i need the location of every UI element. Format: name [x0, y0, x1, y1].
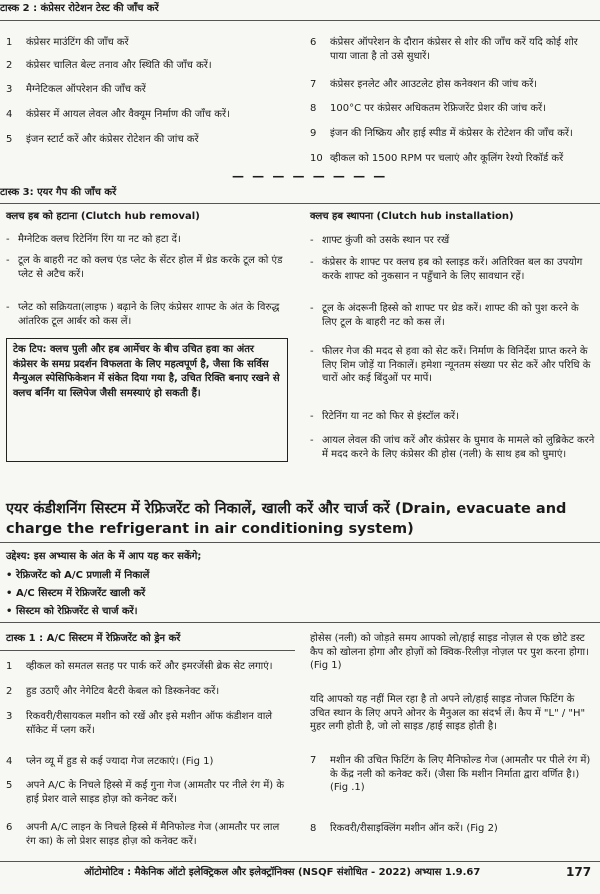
task2-rule — [0, 20, 600, 21]
list-item: 10 व्हीकल को 1500 RPM पर चलाएं और कूलिंग रेश्यो रिकॉर्ड करें — [310, 153, 564, 164]
task1-title: टास्क 1 : A/C सिस्टम में रेफ्रिजरेंट को ड्रेन करें — [6, 633, 181, 644]
objective-text: उद्देश्य: इस अभ्यास के अंत के में आप यह कर सकेंगे; — [6, 551, 202, 562]
list-item: 4 प्लेन व्यू में हुड से कई ज्यादा गेज लटकाएं। (Fig 1) — [6, 756, 214, 767]
list-item: - फीलर गेज की मदद से हवा को सेट करें। निर्माण के विनिर्देश प्राप्त करने के लिए शिम जोड़ें या निकालें। हमेशा न्यूनतम संख्या पर सेट करें और परिधि के चारों ओर कई बिंदुओं पर मापें। — [310, 346, 591, 384]
list-item: • सिस्टम को रेफ्रिजरेंट से चार्ज करें। — [6, 606, 138, 617]
list-item: 7 मशीन की उचित फिटिंग के लिए मैनिफोल्ड गेज (आमतौर पर पीले रंग में) के केंद्र नली को कनेक्ट करें। (जैसा कि मशीन निर्माता द्वारा वर्णित है।) (Fig .1) — [310, 755, 591, 793]
list-item: 6 कंप्रेसर ऑपरेशन के दौरान कंप्रेसर से शोर की जाँच करें यदि कोई शोर पाया जाता है तो उसे सुधारें। — [310, 37, 578, 62]
list-item: 5 इंजन स्टार्ट करें और कंप्रेसर रोटेशन की जांच करें — [6, 134, 199, 145]
task2-title: टास्क 2 : कंप्रेसर रोटेशन टेस्ट की जाँच करें — [0, 3, 159, 14]
list-item: 1 कंप्रेसर माउंटिंग की जाँच करें — [6, 37, 129, 48]
list-item: 6 अपनी A/C लाइन के निचले हिस्से में मैनिफोल्ड गेज (आमतौर पर लाल रंग का) के लो प्रेशर साइड होज़ को कनेक्ट करें। — [6, 822, 280, 847]
list-item: 2 हुड उठाएँ और नेगेटिव बैटरी केबल को डिस्कनेक्ट करें। — [6, 686, 220, 697]
list-item: 8 100°C पर कंप्रेसर अधिकतम रेफ्रिजरेंट प्रेशर की जांच करें। — [310, 103, 546, 114]
list-item: • A/C सिस्टम में रेफ्रिजरेंट खाली करें — [6, 588, 146, 599]
list-item: - शाफ्ट कुंजी को उसके स्थान पर रखें — [310, 235, 450, 246]
clutch-removal-heading: क्लच हब को हटाना (Clutch hub removal) — [6, 211, 200, 222]
list-item: 5 अपने A/C के निचले हिस्से में कई गुना गेज (आमतौर पर नीले रंग में) के हाई प्रेशर वाले साइड होज़ को कनेक्ट करें। — [6, 780, 285, 805]
task3-title: टास्क 3: एयर गैप की जाँच करें — [0, 187, 117, 198]
list-item: 9 इंजन की निष्क्रिय और हाई स्पीड में कंप्रेसर के रोटेशन की जाँच करें। — [310, 128, 573, 139]
section-separator: — — — — — — — — — [232, 169, 388, 183]
list-item: - मैग्नेटिक क्लच रिटेनिंग रिंग या नट को हटा दें। — [6, 234, 181, 245]
task1-rule — [0, 650, 295, 651]
list-item: - कंप्रेसर के शाफ्ट पर क्लच हब को स्लाइड करें। अतिरिक्त बल का उपयोग करके शाफ्ट को नुकसान न पहुँचाने के लिए सावधान रहें। — [310, 257, 583, 282]
list-item: 3 रिकवरी/रीसायकल मशीन को रखें और इसे मशीन ऑफ कंडीशन वाले सॉकेट में प्लग करें। — [6, 711, 273, 736]
list-item: 3 मैग्नेटिकल ऑपरेशन की जाँच करें — [6, 84, 146, 95]
section-rule — [0, 542, 600, 543]
section-title: एयर कंडीशनिंग सिस्टम में रेफ्रिजरेंट को निकालें, खाली करें और चार्ज करें (Drain, evacuate and charge the refrigerant in air conditioning system) — [6, 501, 567, 537]
list-item: - रिटेनिंग या नट को फिर से इंस्टॉल करें। — [310, 411, 459, 422]
footer-text: ऑटोमोटिव : मैकेनिक ऑटो इलेक्ट्रिकल और इलेक्ट्रॉनिक्स (NSQF संशोधित - 2022) अभ्यास 1.9.67 — [84, 867, 481, 878]
nozzle-location-paragraph: यदि आपको यह नहीं मिल रहा है तो अपने लो/हाई साइड नोजल फिटिंग के उचित स्थान के लिए अपने ओनर के मैनुअल का संदर्भ लें। कैप में "L" / "H" मुहर लगी होती है, जो लो साइड /हाई साइड होती है। — [310, 694, 586, 732]
list-item: 7 कंप्रेसर इनलेट और आउटलेट होस कनेक्शन की जांच करें। — [310, 79, 538, 90]
page-number: 177 — [566, 865, 592, 879]
list-item: 8 रिकवरी/रीसाइक्लिंग मशीन ऑन करें। (Fig 2) — [310, 823, 498, 834]
footer-rule — [0, 861, 600, 862]
list-item: 4 कंप्रेसर में आयल लेवल और वैक्यूम निर्माण की जाँच करें। — [6, 109, 230, 120]
objective-rule — [0, 622, 600, 623]
tech-tip-box: टेक टिप: क्लच पुली और हब आर्मेचर के बीच उचित हवा का अंतर कंप्रेसर के समग्र प्रदर्शन विफलता के लिए महत्वपूर्ण है, जैसा कि सर्विस मैन्युअल स्पेसिफिकेशन में संकेत दिया गया है, उचित रिक्ति बनाए रखने से क्लच बर्निंग या स्लिपेज जैसी समस्याएं हो सकती हैं। — [6, 338, 288, 462]
list-item: - टूल के बाहरी नट को क्लच एंड प्लेट के सेंटर होल में थ्रेड करके टूल को एंड प्लेट से अटैच करें। — [6, 255, 283, 280]
task3-rule — [0, 203, 600, 204]
list-item: 1 व्हीकल को समतल सतह पर पार्क करें और इमरजेंसी ब्रेक सेट लगाएं। — [6, 661, 273, 672]
list-item: - टूल के अंदरूनी हिस्से को शाफ्ट पर थ्रेड करें। शाफ्ट की को पुश करने के लिए टूल के बाहरी नट को कस लें। — [310, 303, 579, 328]
list-item: • रेफ्रिजरेंट को A/C प्रणाली में निकालें — [6, 570, 150, 581]
clutch-installation-heading: क्लच हब स्थापना (Clutch hub installation) — [310, 211, 514, 222]
hose-connection-paragraph: होसेस (नली) को जोड़ते समय आपको लो/हाई साइड नोज़ल से एक छोटे डस्ट कैप को खोलना होगा और होज़ों को क्विक-रिलीज़ नोज़ल पर पुश करना होगा। (Fig 1) — [310, 633, 589, 671]
list-item: - आयल लेवल की जांच करें और कंप्रेसर के घुमाव के मामले को लुब्रिकेट करने में मदद करने के लिए कंप्रेसर की होस (नली) के साथ हब को घुमाएं। — [310, 435, 595, 460]
list-item: 2 कंप्रेसर चालित बेल्ट तनाव और स्थिति की जाँच करें। — [6, 60, 212, 71]
list-item: - प्लेट को सक्रियता(लाइफ ) बढ़ाने के लिए कंप्रेसर शाफ्ट के अंत के विरुद्ध आंतरिक टूल आर्बर को कस लें। — [6, 302, 280, 327]
